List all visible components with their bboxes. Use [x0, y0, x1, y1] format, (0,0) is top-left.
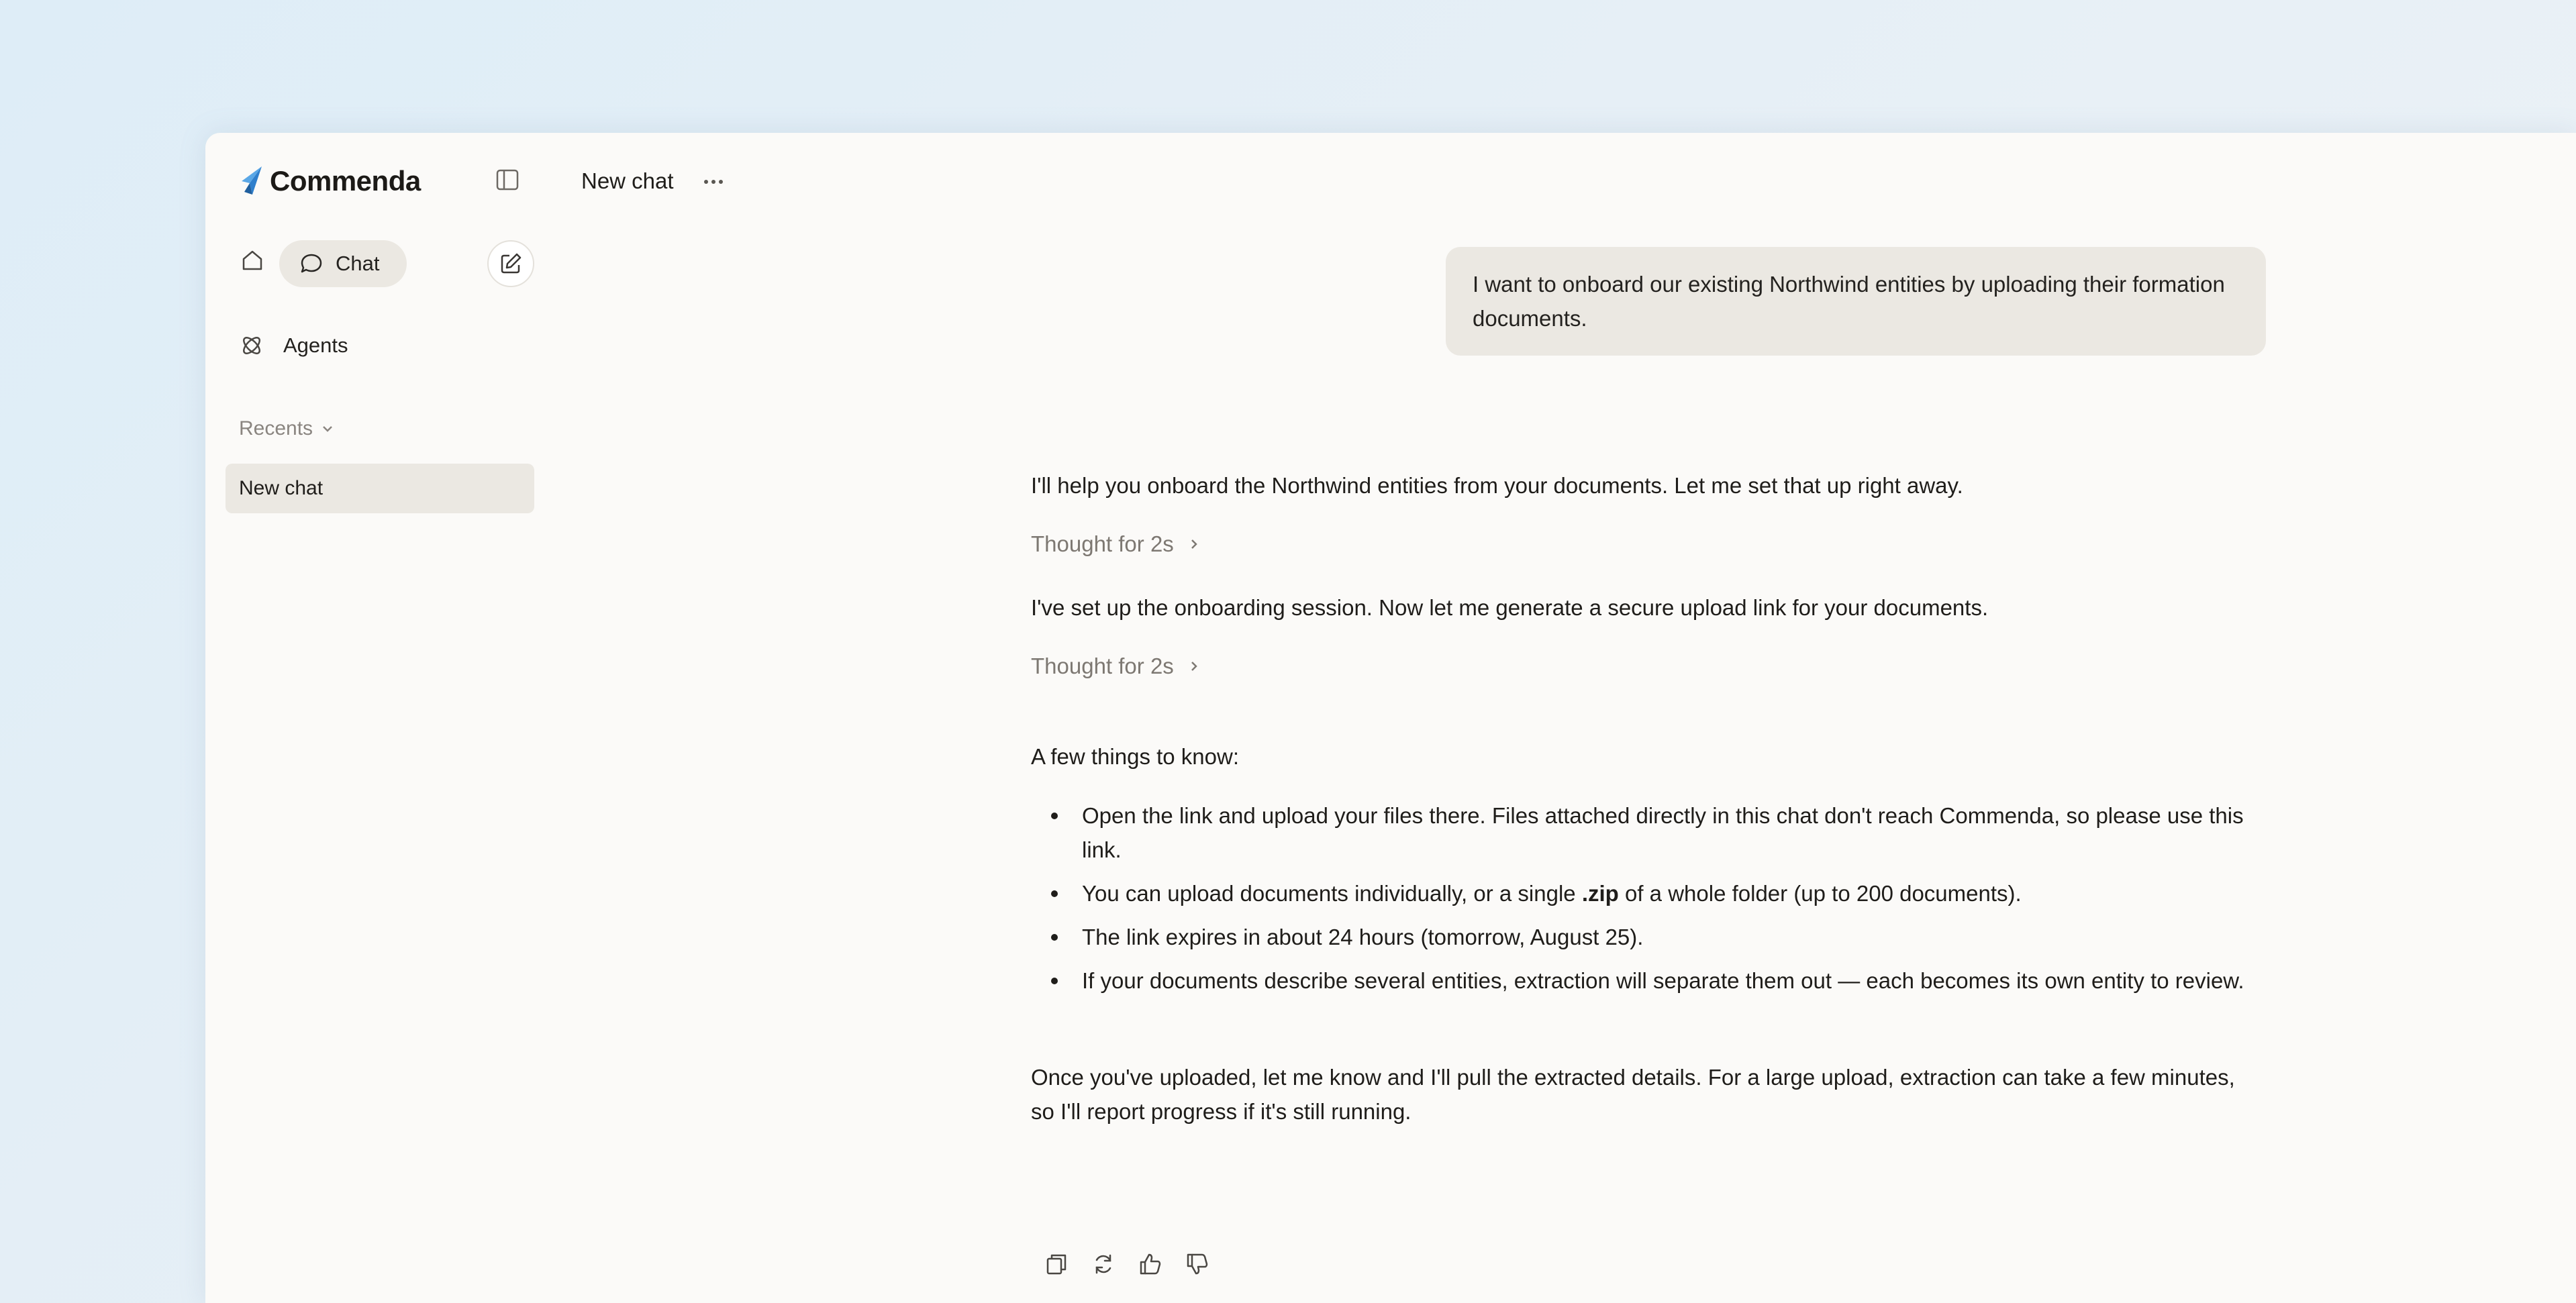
sidebar-toggle-icon — [495, 168, 519, 192]
thought-label-2: Thought for 2s — [1031, 654, 1174, 678]
chat-bubble-icon — [299, 252, 324, 276]
nav-agents[interactable] — [239, 333, 348, 358]
compose-icon — [499, 252, 523, 276]
chevron-right-icon — [1187, 537, 1201, 551]
recents-toggle[interactable] — [239, 417, 336, 440]
thought-toggle-2[interactable] — [1031, 654, 1201, 679]
home-icon — [240, 248, 264, 272]
notes-heading: A few things to know: — [1031, 744, 1240, 769]
app-name: Commenda — [270, 165, 421, 197]
chat-options-button[interactable] — [697, 165, 730, 199]
thumbs-down-icon — [1185, 1252, 1209, 1276]
nav-chat[interactable] — [279, 240, 407, 287]
nav-agents-label: Agents — [283, 333, 348, 357]
new-chat-button[interactable] — [487, 240, 534, 287]
list-item-text: Open the link and upload your files there. Files attached directly in this chat don't reach Commenda, so please use this link. — [1082, 803, 2244, 862]
more-horizontal-icon — [703, 178, 724, 185]
assistant-step-2: I've set up the onboarding session. Now let me generate a secure upload link for your documents. — [1031, 595, 1989, 620]
notes-list — [1031, 798, 2259, 1007]
sidebar — [205, 133, 541, 1303]
list-item — [1031, 963, 2259, 998]
regenerate-button[interactable] — [1085, 1245, 1122, 1283]
list-item-text: You can upload documents individually, or a single — [1082, 881, 1582, 906]
list-item-text: If your documents describe several entities, extraction will separate them out — each becomes its own entity to review. — [1082, 968, 2244, 993]
thumbs-up-button[interactable] — [1132, 1245, 1169, 1283]
thumbs-down-button[interactable] — [1179, 1245, 1216, 1283]
copy-icon — [1044, 1252, 1069, 1276]
list-item — [1031, 876, 2259, 910]
assistant-intro: I'll help you onboard the Northwind entities from your documents. Let me set that up right away. — [1031, 473, 1963, 498]
logo-icon — [239, 165, 266, 197]
list-item-text: The link expires in about 24 hours (tomorrow, August 25). — [1082, 925, 1644, 949]
recent-chat-item[interactable]: New chat — [226, 464, 534, 513]
home-button[interactable] — [232, 240, 273, 280]
list-item-text: of a whole folder (up to 200 documents). — [1618, 881, 2022, 906]
message-actions — [1038, 1245, 1226, 1283]
thought-label-1: Thought for 2s — [1031, 531, 1174, 556]
assistant-closing: Once you've uploaded, let me know and I'll pull the extracted details. For a large upload, extraction can take a few minutes, so I'll report progress if it's still running. — [1031, 1065, 2235, 1124]
user-message: I want to onboard our existing Northwind entities by uploading their formation documents. — [1446, 247, 2266, 356]
chevron-down-icon — [319, 421, 336, 437]
nav-chat-label: Chat — [336, 252, 380, 275]
thumbs-up-icon — [1138, 1252, 1162, 1276]
list-item — [1031, 920, 2259, 954]
list-item — [1031, 798, 2259, 867]
agents-icon — [239, 333, 264, 358]
app-window — [205, 133, 2576, 1303]
zip-inline-code: .zip — [1581, 881, 1619, 906]
logo[interactable] — [239, 162, 421, 200]
copy-button[interactable] — [1038, 1245, 1075, 1283]
thought-toggle-1[interactable] — [1031, 531, 1201, 557]
chat-title: New chat — [581, 168, 674, 193]
regenerate-icon — [1091, 1252, 1116, 1276]
chevron-right-icon — [1187, 660, 1201, 673]
sidebar-toggle-button[interactable] — [490, 162, 525, 197]
recents-label: Recents — [239, 417, 313, 439]
